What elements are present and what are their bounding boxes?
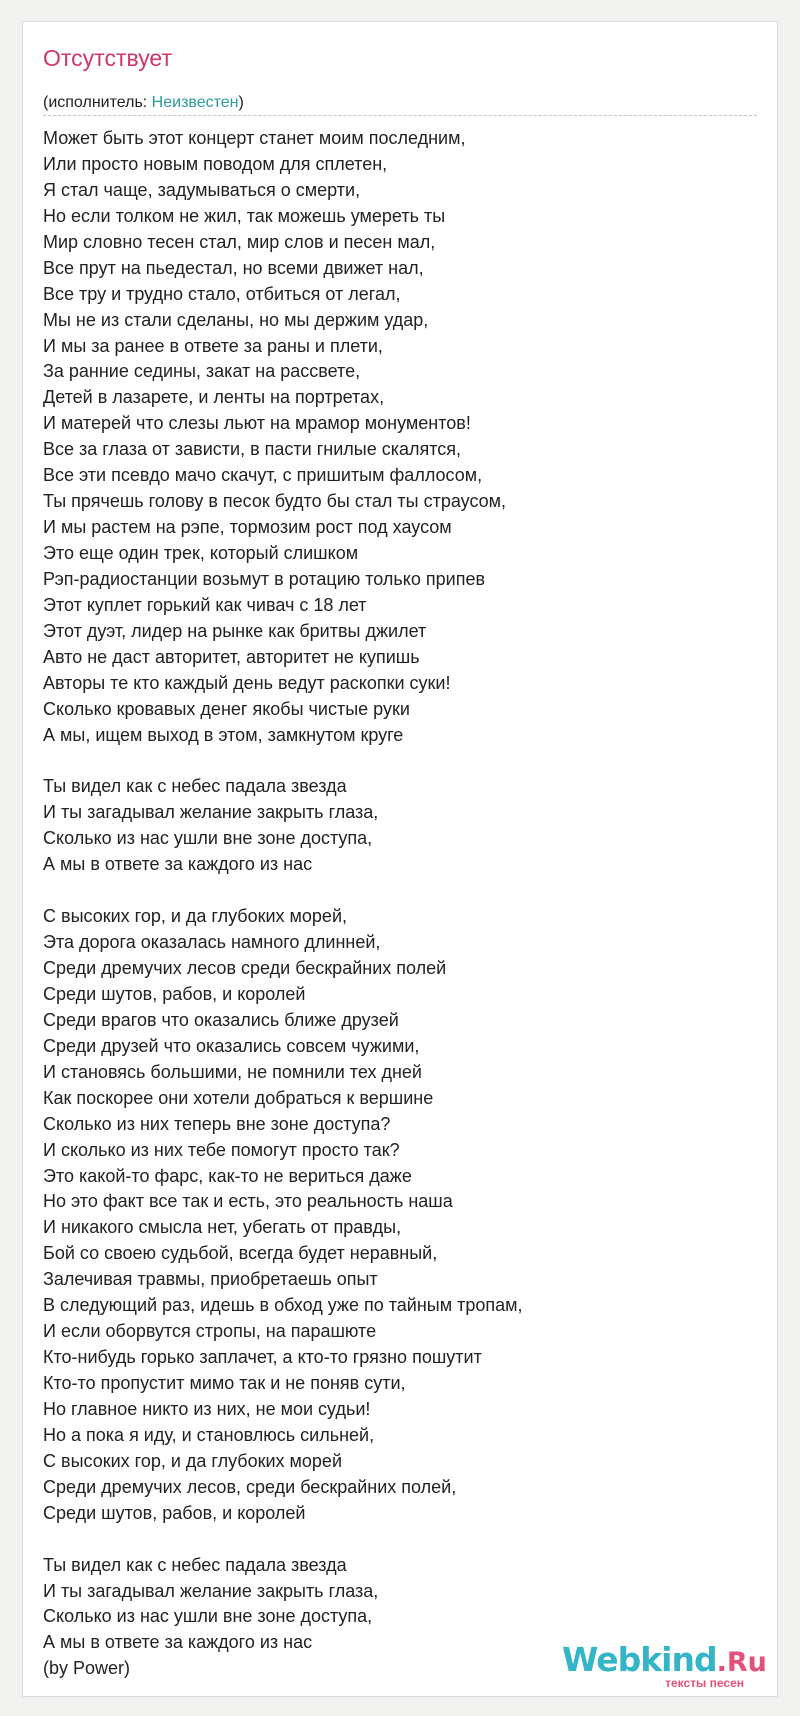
lyric-line: И мы растем на рэпе, тормозим рост под хаусом [43, 517, 452, 538]
lyric-line: Залечивая травмы, приобретаешь опыт [43, 1269, 378, 1290]
lyric-line: И если оборвутся стропы, на парашюте [43, 1321, 377, 1342]
stanza-break [43, 878, 757, 904]
lyric-line: Среди врагов что оказались ближе друзей [43, 1009, 399, 1030]
webkind-logo[interactable] [562, 1640, 767, 1692]
lyric-line: Среди шутов, рабов, и королей [43, 983, 306, 1004]
artist-prefix: (исполнитель: [43, 94, 152, 111]
lyric-line: Авторы те кто каждый день ведут раскопки суки! [43, 672, 451, 693]
lyric-line: Ты видел как с небес падала звезда [43, 776, 347, 797]
logo-tagline: тексты песен [665, 1676, 744, 1690]
lyric-line: Среди дремучих лесов, среди бескрайних полей, [43, 1476, 457, 1497]
lyric-line: С высоких гор, и да глубоких морей [43, 1450, 342, 1471]
logo-main-text: Webkind [562, 1640, 717, 1679]
lyric-line: Мы не из стали сделаны, но мы держим удар, [43, 309, 429, 330]
lyric-line: Это какой-то фарс, как-то не вериться даже [43, 1165, 412, 1186]
lyric-line: Кто-то пропустит мимо так и не поняв сути, [43, 1373, 406, 1393]
lyric-line: Ты видел как с небес падала звезда [43, 1554, 347, 1575]
lyric-line: И ты загадывал желание закрыть глаза, [43, 802, 379, 823]
lyric-line: Сколько из нас ушли вне зоне доступа, [43, 828, 373, 849]
lyric-line: За ранние седины, закат на рассвете, [43, 361, 361, 382]
lyric-line: Но а пока я иду, и становлюсь сильней, [43, 1424, 375, 1445]
lyrics-card [22, 21, 778, 1697]
artist-suffix: ) [238, 94, 244, 111]
lyric-line: А мы, ищем выход в этом, замкнутом круге [43, 724, 404, 745]
lyric-line: И матерей что слезы льют на мрамор монументов! [43, 413, 471, 434]
lyric-line: Или просто новым поводом для сплетен, [43, 153, 388, 174]
lyric-line: Детей в лазарете, и ленты на портретах, [43, 387, 385, 408]
lyric-line: Но главное никто из них, не мои судьи! [43, 1398, 371, 1419]
artist-line [43, 93, 244, 113]
lyric-line: Среди шутов, рабов, и королей [43, 1502, 306, 1523]
song-title: Отсутствует [43, 45, 172, 71]
lyric-line: Я стал чаще, задумываться о смерти, [43, 179, 361, 200]
lyric-line: Авто не даст авторитет, авторитет не купишь [43, 646, 420, 667]
lyric-line: Кто-нибудь горько заплачет, а кто-то грязно пошутит [43, 1347, 482, 1368]
lyric-line: И мы за ранее в ответе за раны и плети, [43, 335, 383, 356]
lyric-line: Сколько кровавых денег якобы чистые руки [43, 698, 410, 719]
lyric-line: И сколько из них тебе помогут просто так? [43, 1139, 400, 1160]
lyric-line: Среди дремучих лесов среди бескрайних полей [43, 958, 447, 978]
logo-tld: .Ru [716, 1647, 767, 1678]
lyric-line: Все эти псевдо мачо скачут, с пришитым фаллосом, [43, 465, 483, 486]
lyric-line: (by Power) [43, 1658, 131, 1679]
lyric-line: Среди друзей что оказались совсем чужими, [43, 1035, 420, 1056]
lyric-line: Этот куплет горький как чивач с 18 лет [43, 594, 367, 615]
lyric-line: Ты прячешь голову в песок будто бы стал ты страусом, [43, 491, 507, 512]
title-divider [43, 115, 757, 116]
lyric-line: Сколько из нас ушли вне зоне доступа, [43, 1606, 373, 1627]
stanza-break [43, 749, 757, 775]
lyric-line: С высоких гор, и да глубоких морей, [43, 906, 347, 927]
stanza-break [43, 1527, 757, 1553]
lyric-line: И никакого смысла нет, убегать от правды, [43, 1217, 402, 1238]
lyric-line: А мы в ответе за каждого из нас [43, 854, 313, 875]
lyric-line: Все тру и трудно стало, отбиться от легал, [43, 283, 401, 304]
lyric-line: Бой со своею судьбой, всегда будет неравный, [43, 1243, 438, 1264]
lyric-line: Но это факт все так и есть, это реальность наша [43, 1191, 453, 1212]
lyric-line: Это еще один трек, который слишком [43, 543, 359, 563]
lyric-line: И становясь большими, не помнили тех дней [43, 1061, 422, 1082]
lyric-line: А мы в ответе за каждого из нас [43, 1632, 313, 1653]
lyric-line: Этот дуэт, лидер на рынке как бритвы джилет [43, 620, 427, 641]
artist-link[interactable]: Неизвестен [151, 94, 239, 111]
lyric-line: Как поскорее они хотели добраться к вершине [43, 1087, 434, 1108]
lyric-line: Может быть этот концерт станет моим последним, [43, 128, 466, 148]
lyric-line: В следующий раз, идешь в обход уже по тайным тропам, [43, 1295, 523, 1316]
lyric-line: Эта дорога оказалась намного длинней, [43, 932, 381, 953]
lyric-line: Все прут на пьедестал, но всеми движет нал, [43, 257, 424, 278]
lyric-line: Мир словно тесен стал, мир слов и песен мал, [43, 231, 436, 252]
lyric-line: Сколько из них теперь вне зоне доступа? [43, 1113, 391, 1134]
lyric-line: И ты загадывал желание закрыть глаза, [43, 1580, 379, 1601]
lyric-line: Все за глаза от зависти, в пасти гнилые скалятся, [43, 439, 462, 460]
lyric-line: Но если толком не жил, так можешь умереть ты [43, 205, 446, 226]
lyrics-text [43, 126, 757, 1682]
lyric-line: Рэп-радиостанции возьмут в ротацию только припев [43, 568, 486, 589]
